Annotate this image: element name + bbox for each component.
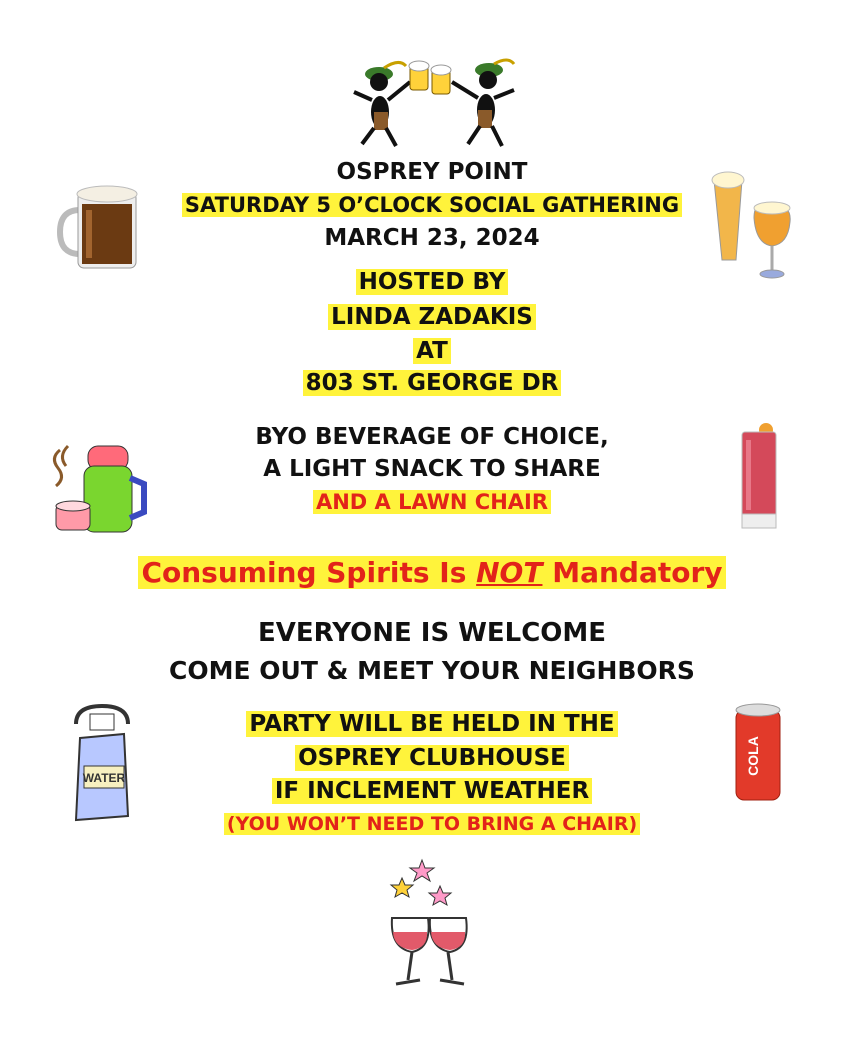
chair-note: (YOU WON’T NEED TO BRING A CHAIR) xyxy=(0,813,864,835)
bring-chair: AND A LAWN CHAIR xyxy=(0,490,864,514)
svg-text:COLA: COLA xyxy=(745,736,761,776)
svg-text:WATER: WATER xyxy=(82,771,126,785)
at-label: AT xyxy=(0,338,864,364)
clubhouse-line3: IF INCLEMENT WEATHER xyxy=(0,778,864,804)
beer-mug-icon xyxy=(56,180,140,274)
host-name: LINDA ZADAKIS xyxy=(0,304,864,330)
host-address: 803 ST. GEORGE DR xyxy=(0,370,864,396)
meet-neighbors-line: COME OUT & MEET YOUR NEIGHBORS xyxy=(169,656,695,685)
place-title: OSPREY POINT xyxy=(336,159,528,185)
event-date: MARCH 23, 2024 xyxy=(324,225,540,251)
wine-glasses-icon xyxy=(382,852,478,994)
spirits-banner: Consuming Spirits Is NOT Mandatory xyxy=(0,556,864,589)
beer-glasses-icon xyxy=(708,170,794,282)
bring-beverage: BYO BEVERAGE OF CHOICE, xyxy=(255,424,609,450)
event-title: SATURDAY 5 O’CLOCK SOCIAL GATHERING xyxy=(0,193,864,217)
clubhouse-line2: OSPREY CLUBHOUSE xyxy=(0,745,864,771)
bring-snack: A LIGHT SNACK TO SHARE xyxy=(263,456,601,482)
dancing-figures-icon xyxy=(344,52,524,152)
hosted-by-label: HOSTED BY xyxy=(0,269,864,295)
welcome-line: EVERYONE IS WELCOME xyxy=(257,618,607,648)
clubhouse-line1: PARTY WILL BE HELD IN THE xyxy=(0,711,864,737)
spirits-emphasis: NOT xyxy=(476,556,543,589)
